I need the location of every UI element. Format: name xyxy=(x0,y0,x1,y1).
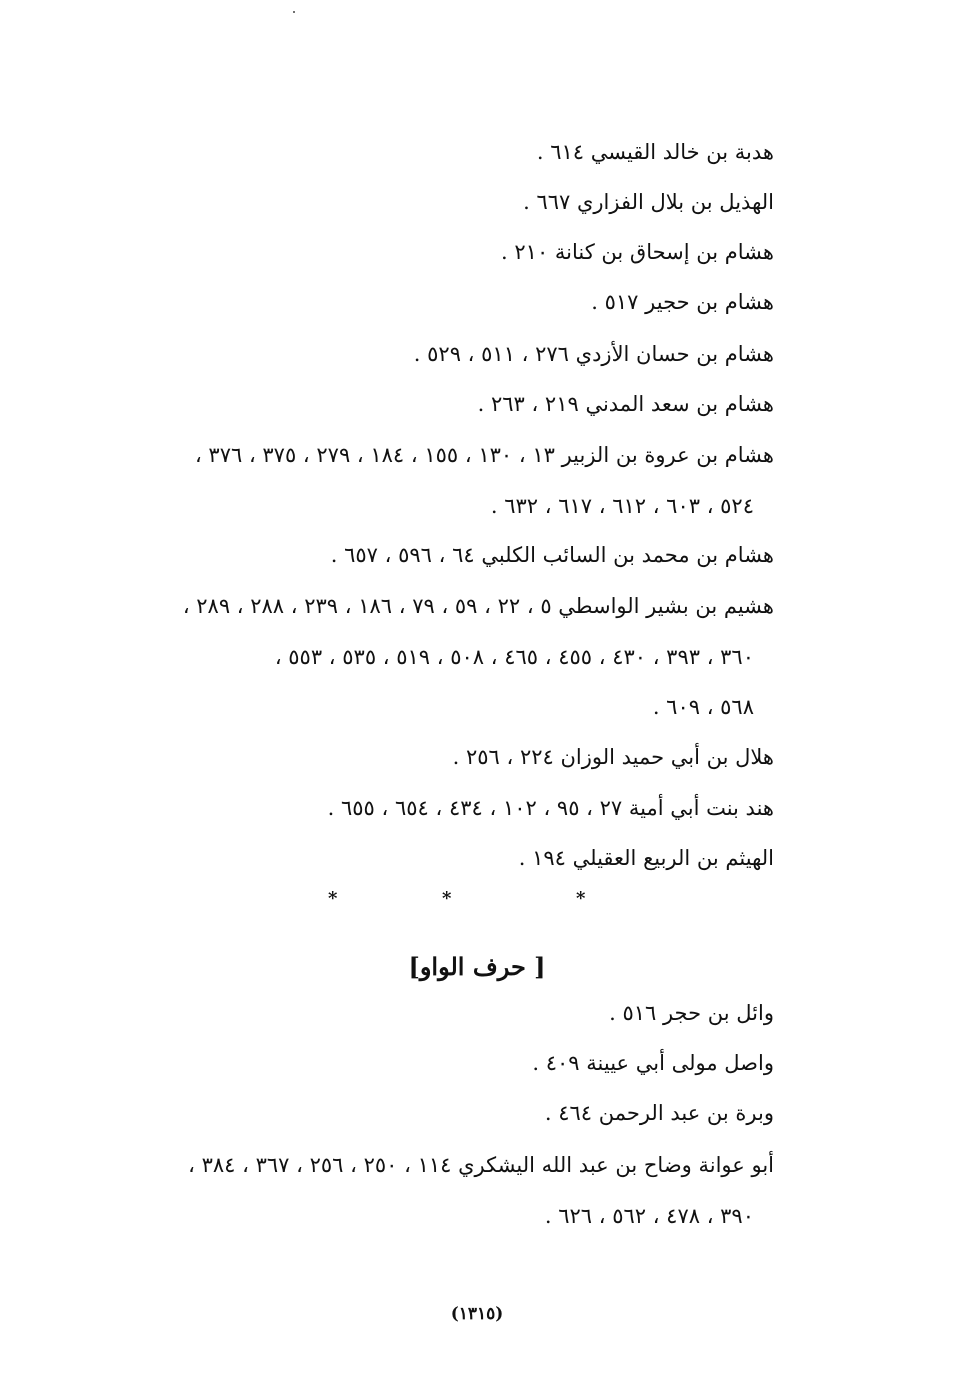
separator-asterisk: * xyxy=(576,888,586,909)
index-entry: أبو عوانة وضاح بن عبد الله اليشكري ١١٤ ، ٢٥٠ ، ٢٥٦ ، ٣٦٧ ، ٣٨٤ ، xyxy=(188,1153,774,1177)
index-entry-continuation: ٣٦٠ ، ٣٩٣ ، ٤٣٠ ، ٤٥٥ ، ٤٦٥ ، ٥٠٨ ، ٥١٩ ، ٥٣٥ ، ٥٥٣ ، xyxy=(274,645,754,669)
index-entry: هدبة بن خالد القيسي ٦١٤ . xyxy=(536,140,774,164)
index-entry: واصل مولى أبي عيينة ٤٠٩ . xyxy=(532,1051,774,1075)
index-entry-continuation: ٥٢٤ ، ٦٠٣ ، ٦١٢ ، ٦١٧ ، ٦٣٢ . xyxy=(490,494,754,518)
page-number: (١٣١٥) xyxy=(450,1304,504,1324)
separator-asterisk: * xyxy=(442,888,452,909)
index-entry: الهيثم بن الربيع العقيلي ١٩٤ . xyxy=(518,846,774,870)
index-entry-continuation: ٣٩٠ ، ٤٧٨ ، ٥٦٢ ، ٦٢٦ . xyxy=(544,1204,754,1228)
index-entry: وائل بن حجر ٥١٦ . xyxy=(609,1001,774,1025)
section-separator xyxy=(300,888,620,918)
index-entry: هشام بن حسان الأزدي ٢٧٦ ، ٥١١ ، ٥٢٩ . xyxy=(413,342,774,366)
index-entry-continuation: ٥٦٨ ، ٦٠٩ . xyxy=(652,695,754,719)
index-entry: هند بنت أبي أمية ٢٧ ، ٩٥ ، ١٠٢ ، ٤٣٤ ، ٦٥٤ ، ٦٥٥ . xyxy=(327,796,774,820)
index-entry: هشام بن عروة بن الزبير ١٣ ، ١٣٠ ، ١٥٥ ، ١٨٤ ، ٢٧٩ ، ٣٧٥ ، ٣٧٦ ، xyxy=(194,443,774,467)
index-entry: وبرة بن عبد الرحمن ٤٦٤ . xyxy=(544,1101,774,1125)
index-entry: هشام بن إسحاق بن كنانة ٢١٠ . xyxy=(501,240,774,264)
index-entry: الهذيل بن بلال الفزاري ٦٦٧ . xyxy=(523,190,774,214)
index-entry: هشيم بن بشير الواسطي ٥ ، ٢٢ ، ٥٩ ، ٧٩ ، ١٨٦ ، ٢٣٩ ، ٢٨٨ ، ٢٨٩ ، xyxy=(182,594,774,618)
index-entry: هشام بن محمد بن السائب الكلبي ٦٤ ، ٥٩٦ ، ٦٥٧ . xyxy=(330,543,774,567)
index-entry: هلال بن أبي حميد الوزان ٢٢٤ ، ٢٥٦ . xyxy=(452,745,774,769)
separator-asterisk: * xyxy=(328,888,338,909)
print-speck xyxy=(293,11,295,13)
section-heading: [ حرف الواو] xyxy=(408,952,546,981)
index-entry: هشام بن سعد المدني ٢١٩ ، ٢٦٣ . xyxy=(477,392,774,416)
index-entry: هشام بن حجير ٥١٧ . xyxy=(591,290,774,314)
